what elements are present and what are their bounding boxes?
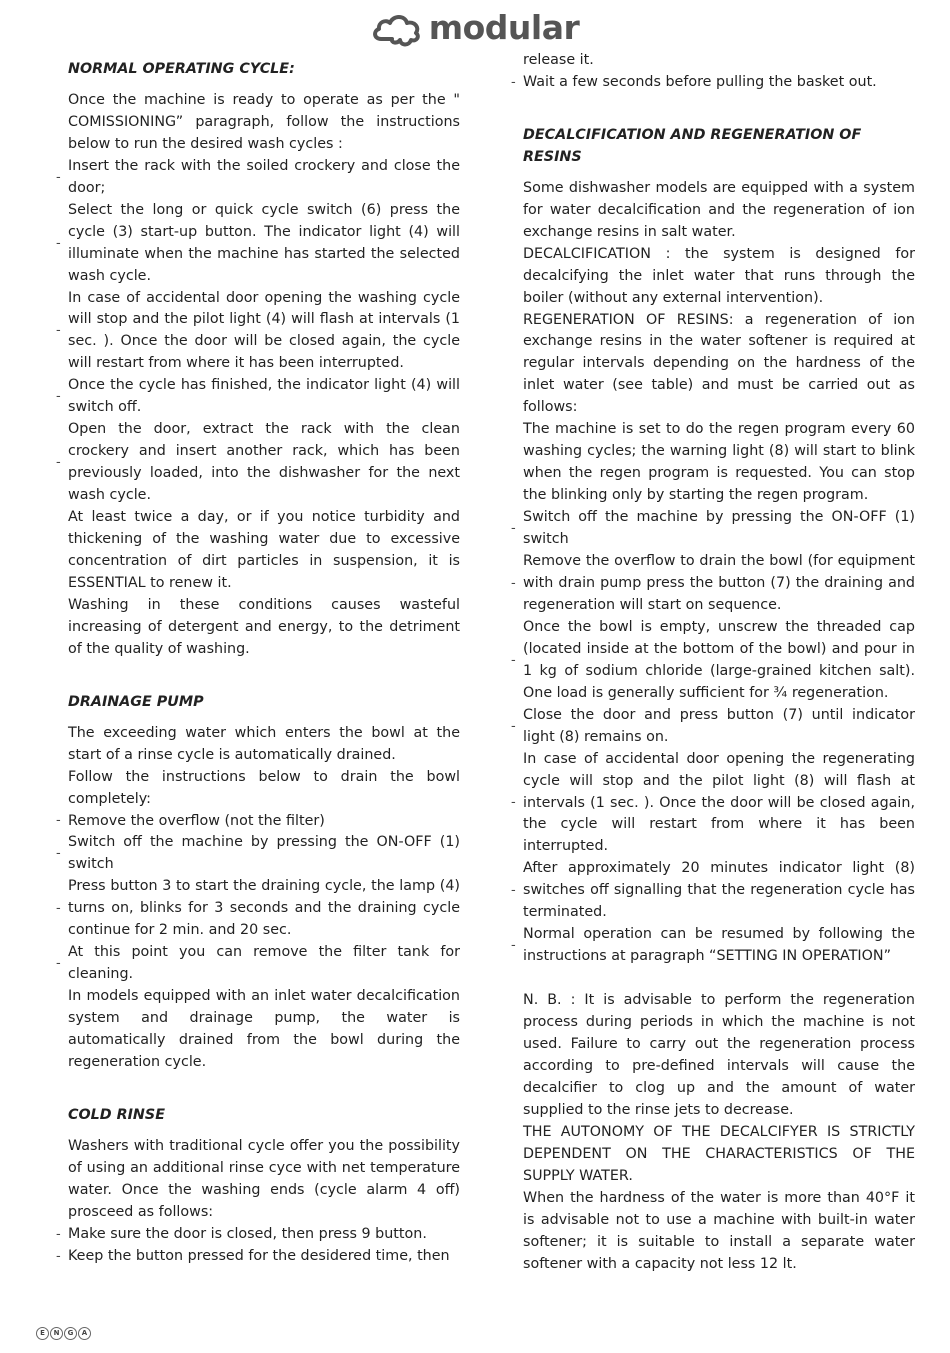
list-item: - Remove the overflow (not the filter) — [56, 812, 325, 829]
drain-paragraph: In models equipped with an inlet water decalcification system and drainage pump, the water is automatically drained from the bowl during the regeneration cycle. — [68, 988, 460, 1070]
list-item: - Once the cycle has finished, the indicator light (4) will switch off. — [56, 377, 460, 416]
decalc-paragraph: DECALCIFICATION : the system is designed for decalcifying the inlet water that runs through the boiler (without any external intervention). — [523, 245, 915, 306]
list-item: - Switch off the machine by pressing the ON-OFF (1) switch — [511, 509, 915, 548]
list-item: - Normal operation can be resumed by following the instructions at paragraph “SETTING IN OPERATION” — [511, 926, 915, 965]
list-item: - In case of accidental door opening the washing cycle will stop and the pilot light (4) will flash at intervals (1 sec. ). Once the door will be closed again, the cycle will restart from where it has been interrupted. — [56, 289, 460, 372]
list-item: - Press button 3 to start the draining cycle, the lamp (4) turns on, blinks for 3 seconds and the draining cycle continue for 2 min. and 20 sec. — [56, 878, 460, 939]
normal-intro: Once the machine is ready to operate as per the " COMISSIONING” paragraph, follow the instructions below to run the desired wash cycles : — [68, 91, 460, 152]
drain-paragraph: Follow the instructions below to drain the bowl completely: — [68, 768, 460, 807]
footer-mark: E — [36, 1327, 49, 1340]
decalc-paragraph: Some dishwasher models are equipped with a system for water decalcification and the regeneration of ion exchange resins in salt water. — [523, 179, 915, 240]
hardness-paragraph: When the hardness of the water is more than 40°F it is advisable not to use a machine with built-in water softener; it is suitable to install a separate water softener with a capacity not less 12 lt. — [523, 1189, 915, 1272]
nb-paragraph: N. B. : It is advisable to perform the regeneration process during periods in which the machine is not used. Failure to carry out the regeneration process according to pre-defined intervals will cause the decalcifier to clog up and the amount of water supplied to the rinse jets to decrease. — [523, 992, 915, 1118]
list-item: - Select the long or quick cycle switch (6) press the cycle (3) start-up button. The indicator light (4) will illuminate when the machine has started the selected wash cycle. — [56, 201, 460, 284]
drain-paragraph: The exceeding water which enters the bowl at the start of a rinse cycle is automatically drained. — [68, 724, 460, 763]
heading-decalcification: DECALCIFICATION AND REGENERATION OF RESINS — [523, 126, 862, 165]
heading-normal-cycle: NORMAL OPERATING CYCLE: — [68, 61, 295, 77]
cloud-logo-icon — [371, 9, 423, 47]
list-item: - Make sure the door is closed, then press 9 button. — [56, 1225, 427, 1242]
footer-mark: N — [50, 1327, 63, 1340]
footer-mark: A — [78, 1327, 91, 1340]
autonomy-paragraph: THE AUTONOMY OF THE DECALCIFYER IS STRICTLY DEPENDENT ON THE CHARACTERISTICS OF THE SUPPLY WATER. — [523, 1123, 915, 1184]
right-column — [511, 50, 915, 1276]
heading-drainage-pump: DRAINAGE PUMP — [68, 693, 204, 710]
list-item: - Remove the overflow to drain the bowl (for equipment with drain pump press the button (7) the draining and regeneration will start on sequence. — [511, 553, 915, 613]
footer-mark: G — [64, 1327, 77, 1340]
list-item: - Keep the button pressed for the desidered time, then — [56, 1247, 450, 1264]
brand-logo — [0, 8, 950, 47]
certification-marks — [36, 1327, 91, 1340]
normal-paragraph: Washing in these conditions causes wasteful increasing of detergent and energy, to the detriment of the quality of washing. — [68, 596, 460, 657]
list-item: - Wait a few seconds before pulling the basket out. — [511, 73, 877, 90]
list-item: - Once the bowl is empty, unscrew the threaded cap (located inside at the bottom of the bowl) and pour in 1 kg of sodium chloride (large-grained kitchen salt). One load is generally sufficient for ¾ regeneration. — [511, 618, 915, 701]
list-item: - Close the door and press button (7) until indicator light (8) remains on. — [511, 706, 915, 745]
cold-paragraph: Washers with traditional cycle offer you the possibility of using an additional rinse cyce with net temperature water. Once the washing ends (cycle alarm 4 off) prosceed as follows: — [68, 1137, 460, 1220]
continued-text: release it. — [523, 52, 594, 68]
list-item: - After approximately 20 minutes indicator light (8) switches off signalling that the regeneration cycle has terminated. — [511, 860, 915, 921]
decalc-paragraph: The machine is set to do the regen program every 60 washing cycles; the warning light (8) will start to blink when the regen program is requested. You can stop the blinking only by starting the regen program. — [523, 421, 915, 504]
left-column — [56, 50, 460, 1268]
list-item: - Insert the rack with the soiled crockery and close the door; — [56, 157, 460, 196]
list-item: - Open the door, extract the rack with the clean crockery and insert another rack, which has been previously loaded, into the dishwasher for the next wash cycle. — [56, 421, 460, 504]
normal-paragraph: At least twice a day, or if you notice turbidity and thickening of the washing water due to excessive concentration of dirt particles in suspension, it is ESSENTIAL to renew it. — [68, 509, 460, 591]
heading-cold-rinse: COLD RINSE — [68, 1106, 165, 1123]
list-item: - At this point you can remove the filter tank for cleaning. — [56, 944, 460, 983]
brand-name: modular — [428, 8, 580, 47]
list-item: - Switch off the machine by pressing the ON-OFF (1) switch — [56, 834, 460, 873]
list-item: - In case of accidental door opening the regenerating cycle will stop and the pilot light (8) will flash at intervals (1 sec. ). Once the door will be closed again, the cycle will restart from where it has been interrupted. — [511, 750, 915, 855]
decalc-paragraph: REGENERATION OF RESINS: a regeneration of ion exchange resins in the water softener is required at regular intervals depending on the hardness of the inlet water (see table) and must be carried out as follows: — [523, 311, 915, 416]
